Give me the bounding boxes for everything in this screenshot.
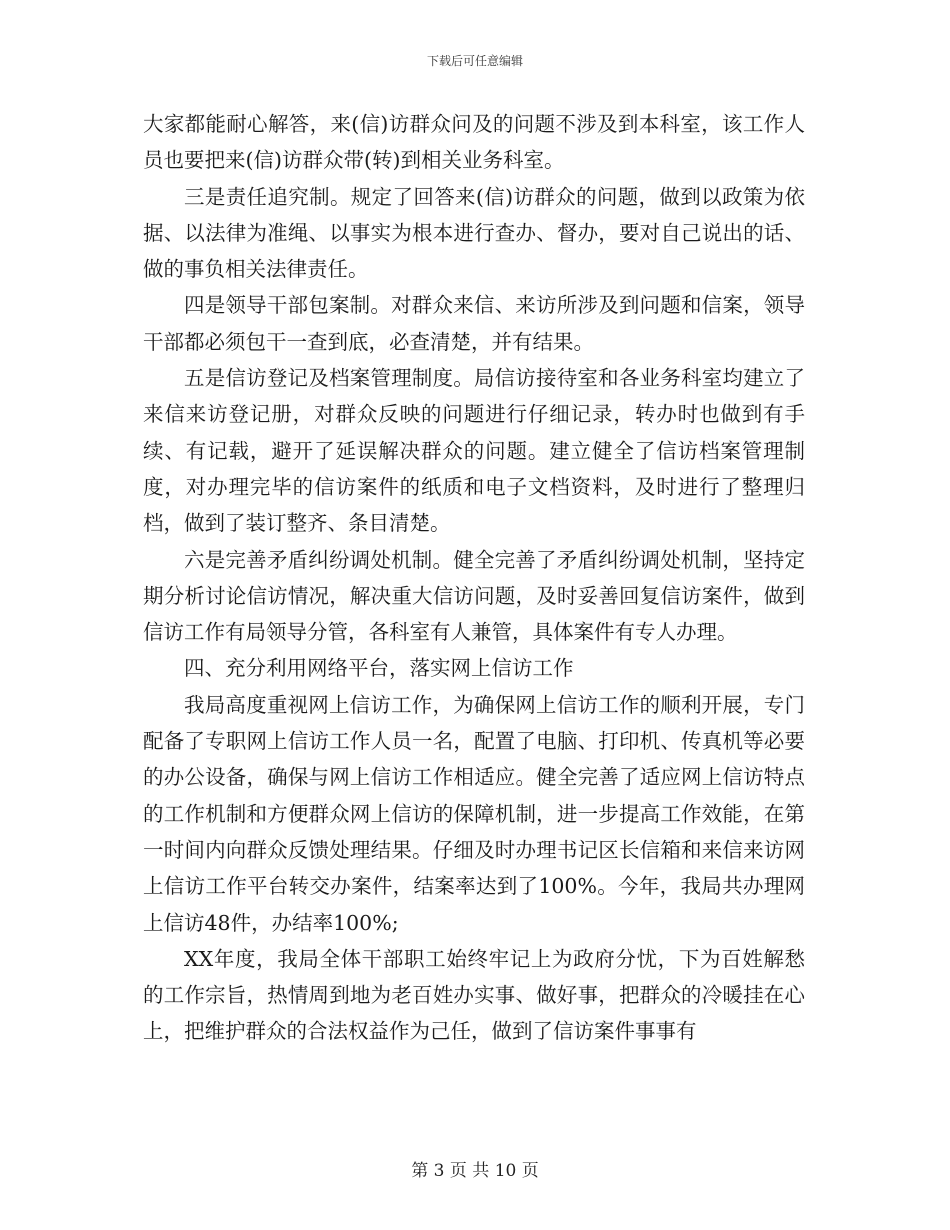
- paragraph-continuation: 大家都能耐心解答，来(信)访群众问及的问题不涉及到本科室，该工作人员也要把来(信)访群众带(转)到相关业务科室。: [143, 112, 805, 173]
- paragraph-registration-archives: 五是信访登记及档案管理制度。局信访接待室和各业务科室均建立了来信来访登记册，对群众反映的问题进行仔细记录，转办时也做到有手续、有记载，避开了延误解决群众的问题。建立健全了信访档案管理制度，对办理完毕的信访案件的纸质和电子文档资料，及时进行了整理归档，做到了装订整齐、条目清楚。: [143, 366, 805, 536]
- page-header: 下载后可任意编辑: [426, 54, 523, 68]
- paragraph-online-petition: 我局高度重视网上信访工作，为确保网上信访工作的顺利开展，专门配备了专职网上信访工作人员一名，配置了电脑、打印机、传真机等必要的办公设备，确保与网上信访工作相适应。健全完善了适应网上信访特点的工作机制和方便群众网上信访的保障机制，进一步提高工作效能，在第一时间内向群众反馈处理结果。仔细及时办理书记区长信箱和来信来访网上信访工作平台转交办案件，结案率达到了100%。今年，我局共办理网上信访48件，办结率100%;: [143, 692, 805, 935]
- paragraph-dispute-mediation: 六是完善矛盾纠纷调处机制。健全完善了矛盾纠纷调处机制，坚持定期分析讨论信访情况，解决重大信访问题，及时妥善回复信访案件，做到信访工作有局领导分管，各科室有人兼管，具体案件有专人办理。: [143, 547, 805, 645]
- paragraph-annual-summary: XX年度，我局全体干部职工始终牢记上为政府分忧，下为百姓解愁的工作宗旨，热情周到地为老百姓办实事、做好事，把群众的冷暖挂在心上，把维护群众的合法权益作为己任，做到了信访案件事事有: [143, 946, 805, 1044]
- section-heading: 四、充分利用网络平台，落实网上信访工作: [184, 656, 574, 681]
- page-number: 第 3 页 共 10 页: [411, 1161, 539, 1181]
- body-text: [143, 106, 805, 1050]
- paragraph-leader-responsibility: 四是领导干部包案制。对群众来信、来访所涉及到问题和信案，领导干部都必须包干一查到底，必查清楚，并有结果。: [143, 293, 805, 354]
- paragraph-accountability: 三是责任追究制。规定了回答来(信)访群众的问题，做到以政策为依据、以法律为准绳、以事实为根本进行查办、督办，要对自己说出的话、做的事负相关法律责任。: [143, 184, 805, 282]
